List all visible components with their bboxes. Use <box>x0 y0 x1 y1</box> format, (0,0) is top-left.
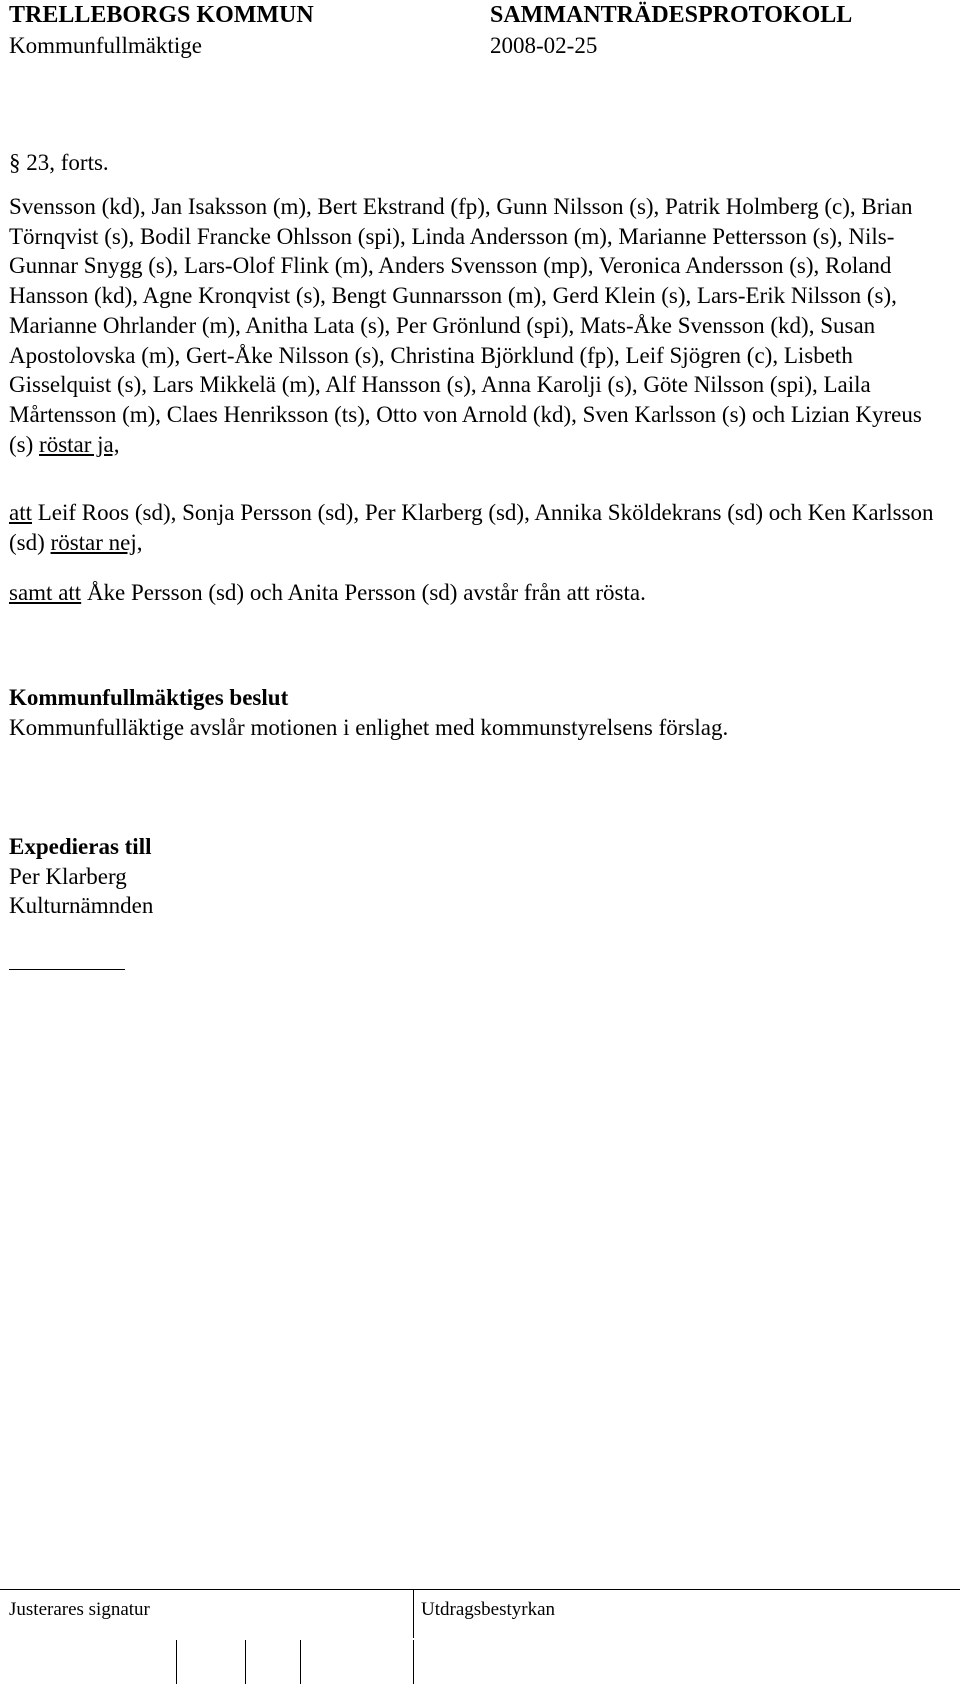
abstain-names: Åke Persson (sd) och Anita Persson (sd) avstår från att rösta. <box>86 580 646 605</box>
distribution-recipient: Per Klarberg <box>9 863 127 889</box>
document-header-row-2 <box>9 33 949 59</box>
section-symbol: § <box>9 150 21 175</box>
footer-divider <box>413 1590 414 1638</box>
signature-box-divider <box>245 1640 246 1684</box>
section-heading <box>9 150 109 176</box>
document-header-row-1 <box>9 2 949 29</box>
distribution-recipient: Kulturnämnden <box>9 893 154 919</box>
decision-heading: Kommunfullmäktiges beslut <box>9 685 289 710</box>
voters-no-paragraph <box>9 498 949 557</box>
distribution-block <box>9 832 949 921</box>
voters-no-names: Leif Roos (sd), Sonja Persson (sd), Per Klarberg (sd), Annika Sköldekrans (sd) och Ken Karlsson (sd) <box>9 500 934 555</box>
meeting-date: 2008-02-25 <box>490 33 598 58</box>
decision-text: Kommunfulläktige avslår motionen i enlighet med kommunstyrelsens förslag. <box>9 714 729 740</box>
signature-box-divider <box>300 1640 301 1684</box>
signature-box-divider <box>413 1640 414 1684</box>
voters-no-lead: att <box>9 500 32 525</box>
abstain-paragraph <box>9 578 949 608</box>
signature-label: Justerares signatur <box>9 1599 150 1620</box>
document-type: SAMMANTRÄDESPROTOKOLL <box>490 2 853 28</box>
section-label: 23, forts. <box>26 150 109 175</box>
voters-no-emphasis: röstar nej, <box>50 529 143 555</box>
distribution-heading: Expedieras till <box>9 834 152 859</box>
voters-yes-paragraph <box>9 192 949 459</box>
council-body: Kommunfullmäktige <box>9 33 202 58</box>
municipality-name: TRELLEBORGS KOMMUN <box>9 2 314 28</box>
voters-yes-names: Svensson (kd), Jan Isaksson (m), Bert Ekstrand (fp), Gunn Nilsson (s), Patrik Holmberg (c), Brian Törnqvist (s), Bodil Francke Ohlsson (spi), Linda Andersson (m), Marianne Pettersson (s), Nils-Gunnar Snygg (s), Lars-Olof Flink (m), Anders Svensson (mp), Veronica Andersson (s), Roland Hansson (kd), Agne Kronqvist (s), Bengt Gunnarsson (m), Gerd Klein (s), Lars-Erik Nilsson (s), Marianne Ohrlander (m), Anitha Lata (s), Per Grönlund (spi), Mats-Åke Svensson (kd), Susan Apostolovska (m), Gert-Åke Nilsson (s), Christina Björklund (fp), Leif Sjögren (c), Lisbeth Gisselquist (s), Lars Mikkelä (m), Alf Hansson (s), Anna Karolji (s), Göte Nilsson (spi), Laila Mårtensson (m), Claes Henriksson (ts), Otto von Arnold (kd), Sven Karlsson (s) och Lizian Kyreus (s) <box>9 194 922 457</box>
extract-label: Utdragsbestyrkan <box>421 1599 556 1620</box>
voters-yes-emphasis: röstar ja, <box>39 431 120 457</box>
decision-block <box>9 683 949 742</box>
closing-rule <box>9 969 125 970</box>
signature-box-divider <box>176 1640 177 1684</box>
footer-rule <box>0 1589 960 1590</box>
abstain-lead: samt att <box>9 580 82 605</box>
